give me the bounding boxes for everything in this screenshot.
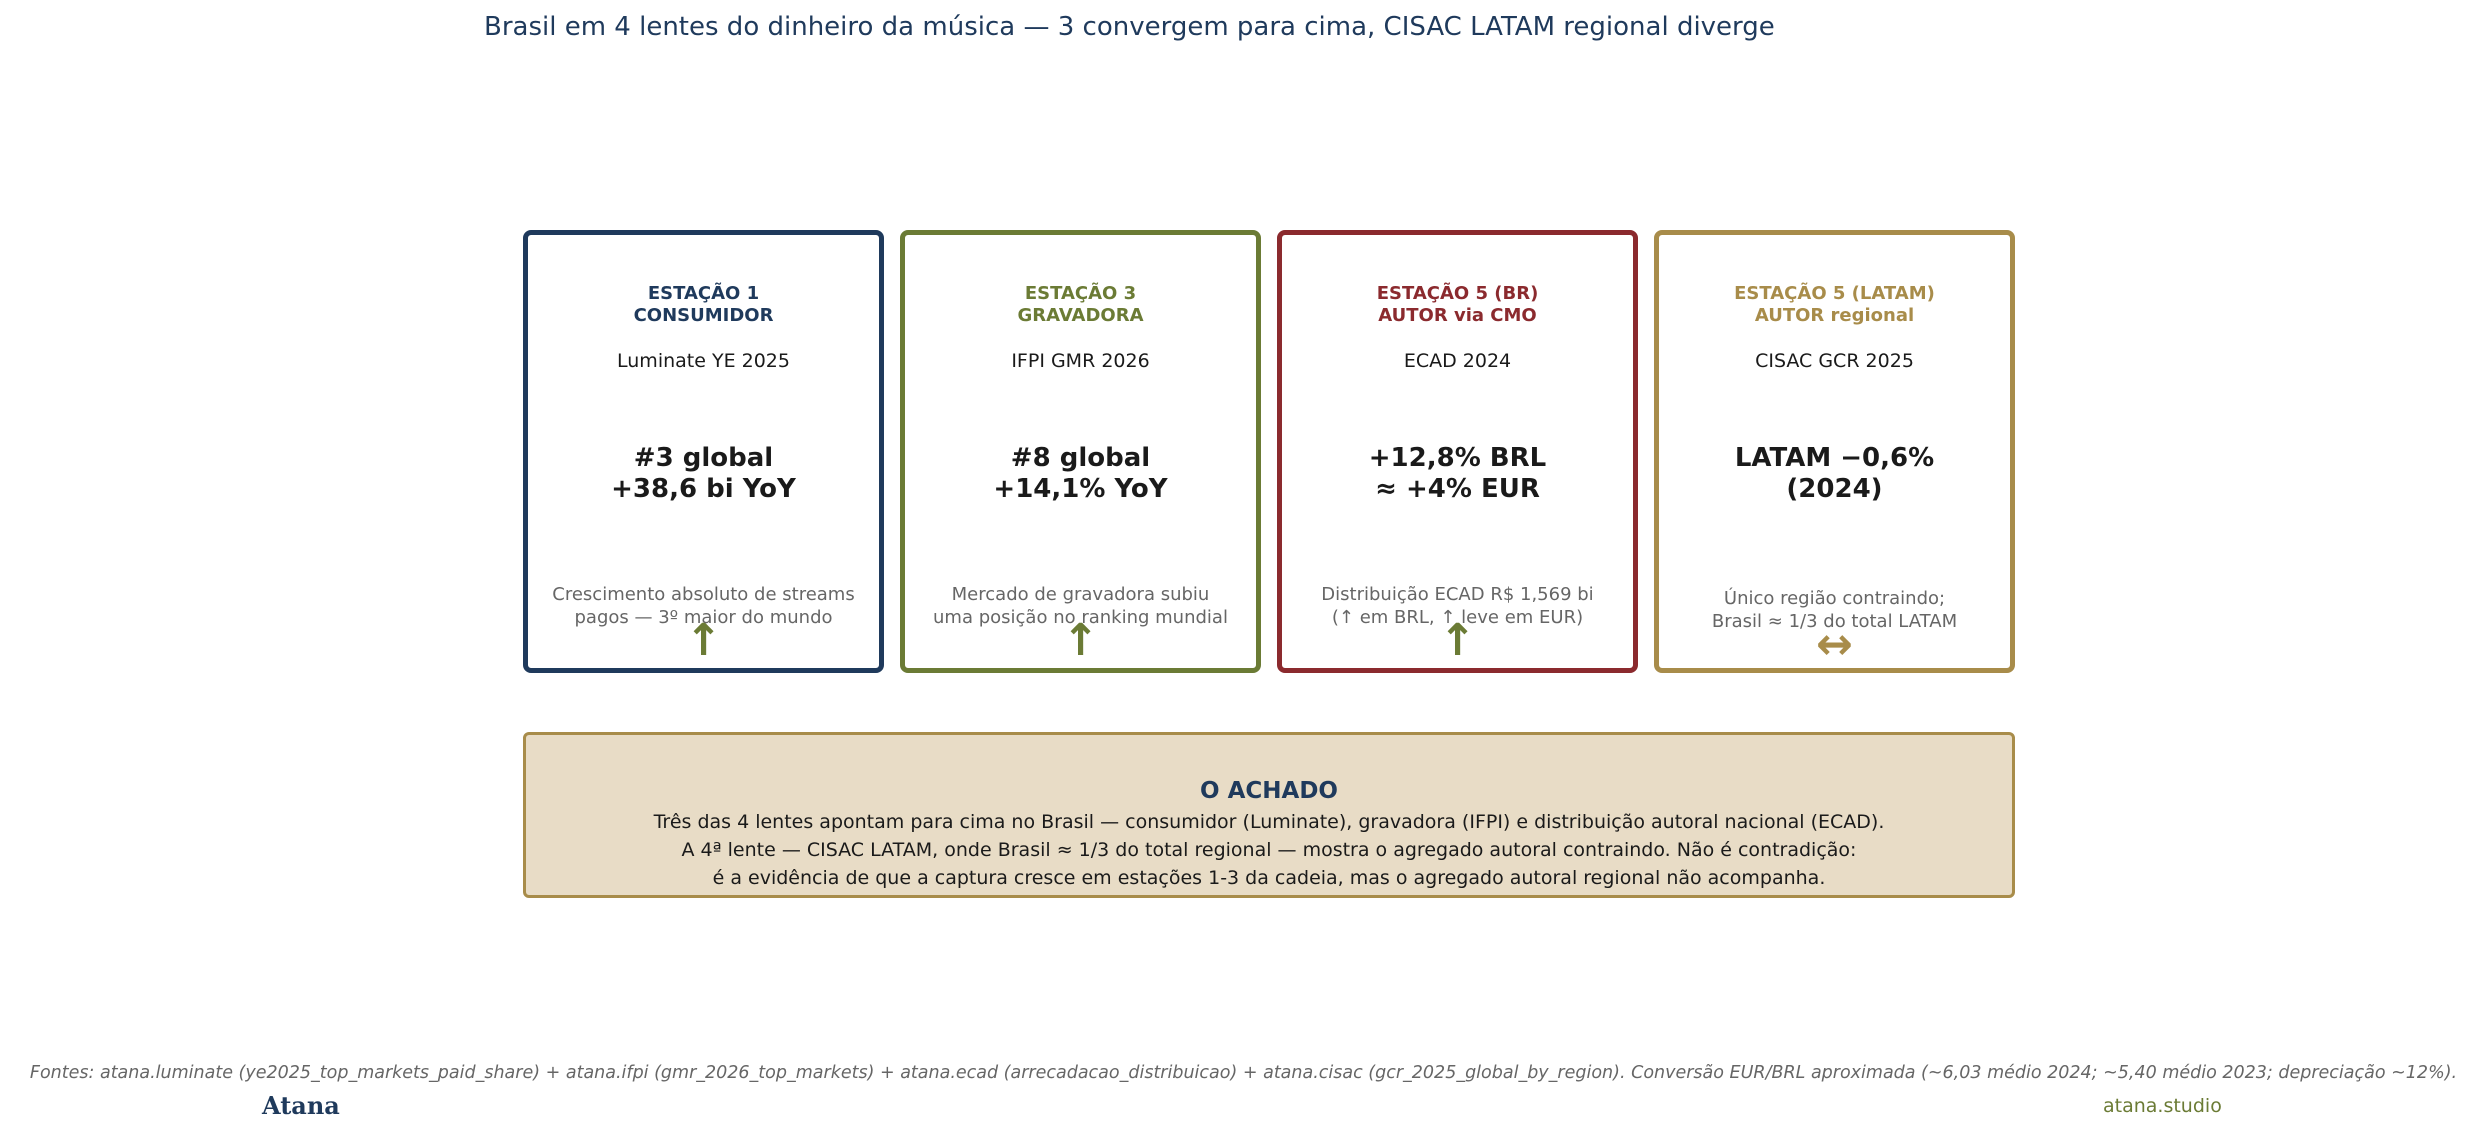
station-line-2: AUTOR regional <box>1754 305 1915 326</box>
finding-line-1: Três das 4 lentes apontam para cima no Brasil — consumidor (Luminate), gravadora (IFPI) e distribuição autoral nacional (ECAD). <box>653 811 1885 833</box>
note-line-1: Distribuição ECAD R$ 1,569 bi <box>1321 584 1594 605</box>
station-line-2: CONSUMIDOR <box>633 305 774 326</box>
arrow-up-icon: ↑ <box>1439 615 1476 666</box>
card-station-label <box>1659 283 2010 327</box>
card-metric <box>528 443 879 505</box>
finding-title: O ACHADO <box>1200 778 1338 804</box>
card-metric <box>905 443 1256 505</box>
card-station-1-consumer <box>523 230 884 673</box>
arrow-up-icon: ↑ <box>1062 615 1099 666</box>
station-line-2: GRAVADORA <box>1017 305 1144 326</box>
arrow-left-right-icon: ↔ <box>1816 619 1853 670</box>
finding-box <box>523 732 2015 898</box>
note-line-2: uma posição no ranking mundial <box>933 607 1228 628</box>
metric-line-1: LATAM −0,6% <box>1734 443 1935 473</box>
card-station-label <box>1282 283 1633 327</box>
card-source: Luminate YE 2025 <box>617 350 790 372</box>
note-line-1: Mercado de gravadora subiu <box>951 584 1210 605</box>
sources-footnote: Fontes: atana.luminate (ye2025_top_markets_paid_share) + atana.ifpi (gmr_2026_top_markets) + atana.ecad (arrecadacao_distribuicao) + atana.cisac (gcr_2025_global_by_region). Conversão EUR/BRL aproximada (~6,03 médio 2024; ~5,40 médio 2023; depreciação ~12%). <box>29 1063 2458 1083</box>
card-metric <box>1659 443 2010 505</box>
finding-body <box>526 808 2012 892</box>
metric-line-1: +12,8% BRL <box>1368 443 1547 473</box>
station-line-1: ESTAÇÃO 5 (LATAM) <box>1734 283 1935 304</box>
card-station-3-label <box>900 230 1261 673</box>
metric-line-1: #8 global <box>1010 443 1151 473</box>
card-station-5-br <box>1277 230 1638 673</box>
note-line-2: (↑ em BRL, ↑ leve em EUR) <box>1331 607 1584 628</box>
metric-line-2: +14,1% YoY <box>993 474 1168 504</box>
metric-line-2: (2024) <box>1786 474 1883 504</box>
metric-line-2: +38,6 bi YoY <box>611 474 796 504</box>
station-line-1: ESTAÇÃO 1 <box>647 283 760 304</box>
note-line-2: pagos — 3º maior do mundo <box>574 607 833 628</box>
card-source: ECAD 2024 <box>1403 350 1512 372</box>
arrow-up-icon: ↑ <box>685 615 722 666</box>
card-metric <box>1282 443 1633 505</box>
page-title: Brasil em 4 lentes do dinheiro da música — 3 convergem para cima, CISAC LATAM regional diverge <box>484 12 1775 42</box>
finding-line-2: A 4ª lente — CISAC LATAM, onde Brasil ≈ 1/3 do total regional — mostra o agregado autoral contraindo. Não é contradição: <box>681 839 1857 861</box>
note-line-2: Brasil ≈ 1/3 do total LATAM <box>1711 611 1958 632</box>
card-station-label <box>528 283 879 327</box>
card-station-5-latam <box>1654 230 2015 673</box>
station-line-1: ESTAÇÃO 3 <box>1024 283 1137 304</box>
card-source: CISAC GCR 2025 <box>1755 350 1914 372</box>
note-line-1: Único região contraindo; <box>1723 588 1946 609</box>
card-source: IFPI GMR 2026 <box>1011 350 1150 372</box>
station-line-1: ESTAÇÃO 5 (BR) <box>1376 283 1539 304</box>
note-line-1: Crescimento absoluto de streams <box>552 584 855 605</box>
finding-line-3: é a evidência de que a captura cresce em estações 1-3 da cadeia, mas o agregado autoral regional não acompanha. <box>712 867 1826 889</box>
metric-line-1: #3 global <box>633 443 774 473</box>
station-line-2: AUTOR via CMO <box>1378 305 1537 326</box>
card-station-label <box>905 283 1256 327</box>
metric-line-2: ≈ +4% EUR <box>1375 474 1540 504</box>
brand-url: atana.studio <box>2103 1095 2222 1117</box>
brand-logo-text: Atana <box>262 1091 340 1120</box>
